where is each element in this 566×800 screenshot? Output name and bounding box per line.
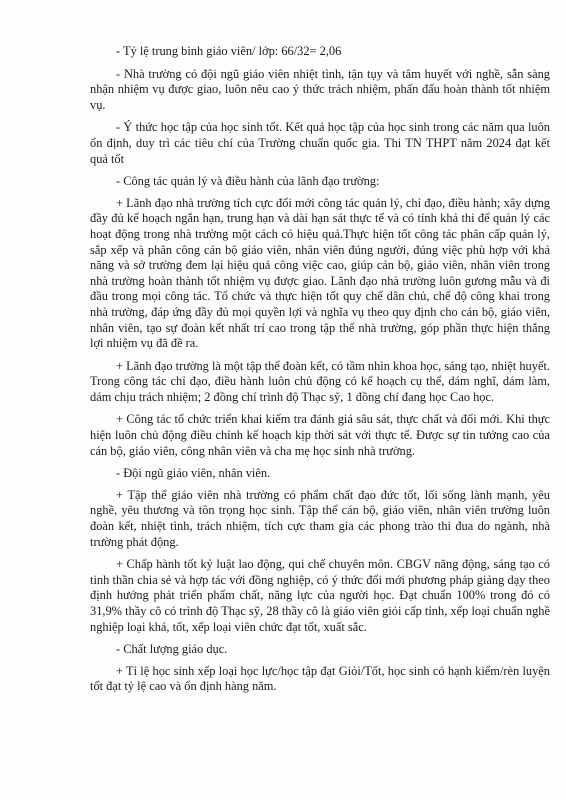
paragraph-staff-heading: - Đội ngũ giáo viên, nhân viên. [116,466,271,481]
paragraph-leadership-innovation: + Lãnh đạo nhà trường tích cực đổi mới công tác quản lý, chỉ đạo, điều hành; xây dựng đầy đủ kế hoạch ngắn hạn, trung hạn và dài hạn sát thực tế và có tính khả thi để quản lý các hoạt động trong nhà trường một cách có hiệu quả.Thực hiện tốt công tác phân cấp quản lý, sắp xếp và phân công cán bộ giáo viên, nhân viên đúng người, đúng việc phù hợp với khả năng và sở trường đem lại hiệu quả công việc cao, giúp cán bộ, giáo viên, nhân viên trong nhà trường hoàn thành tốt nhiệm vụ được giao. Lãnh đạo nhà trường luôn gương mẫu và đi đầu trong mọi công tác. Tổ chức và thực hiện tốt quy chế dân chủ, chế độ công khai trong nhà trường, đáp ứng đầy đủ mọi quyền lợi và nghĩa vụ theo quy định cho cán bộ, giáo viên, nhân viên, tạo sự đoàn kết nhất trí cao trong tập thể nhà trường, góp phần thực hiện thắng lợi nhiệm vụ đã đề ra. [90,195,550,351]
paragraph-teaching-staff-dedication: - Nhà trường có đội ngũ giáo viên nhiệt tình, tận tụy và tâm huyết với nghề, sẵn sàng nhận nhiệm vụ được giao, luôn nêu cao ý thức trách nhiệm, phấn đấu hoàn thành tốt nhiệm vụ. [90,66,550,112]
paragraph-inspection-work: + Công tác tổ chức triển khai kiểm tra đánh giá sâu sát, thực chất và đổi mới. Khi thực hiện luôn chủ động điều chỉnh kế hoạch kịp thời sát với thực tế. Được sự tin tưởng cao của cán bộ, giáo viên, công nhân viên và cha mẹ học sinh nhà trường. [90,412,550,458]
document-body [90,44,550,702]
paragraph-management-heading: - Công tác quản lý và điều hành của lãnh đạo trường: [116,174,380,189]
paragraph-staff-qualities: + Tập thể giáo viên nhà trường có phẩm chất đạo đức tốt, lối sống lành mạnh, yêu nghề, yêu thương và tôn trọng học sinh. Tập thể cán bộ, giáo viên, nhân viên trường luôn đoàn kết, nhiệt tình, trách nhiệm, tích cực tham gia các phong trào thi đua do ngành, nhà trường phát động. [90,487,550,549]
paragraph-student-learning: - Ý thức học tập của học sinh tốt. Kết quả học tập của học sinh trong các năm qua luôn ổn định, duy trì các tiêu chí của Trường chuẩn quốc gia. Thi TN THPT năm 2024 đạt kết quả tốt [90,120,550,166]
paragraph-staff-discipline: + Chấp hành tốt kỷ luật lao động, qui chế chuyên môn. CBGV năng động, sáng tạo có tinh thần chia sẻ và hợp tác với đồng nghiệp, có ý thức đổi mới phương pháp giảng dạy theo định hướng phát triển phẩm chất, năng lực của người học. Đạt chuẩn 100% trong đó có 31,9% thầy cô có trình độ Thạc sỹ, 28 thầy cô là giáo viên giỏi cấp tỉnh, xếp loại chuẩn nghề nghiệp loại khá, tốt, xếp loại viên chức đạt tốt, xuất sắc. [90,557,550,634]
paragraph-education-quality-heading: - Chất lượng giáo dục. [116,642,228,657]
paragraph-student-ranking: + Tỉ lệ học sinh xếp loại học lực/học tập đạt Giỏi/Tốt, học sinh có hạnh kiểm/rèn luyện tốt đạt tỷ lệ cao và ổn định hàng năm. [90,663,550,694]
paragraph-teacher-ratio: - Tỷ lệ trung bình giáo viên/ lớp: 66/32= 2,06 [116,44,342,58]
paragraph-leadership-team: + Lãnh đạo trường là một tập thể đoàn kết, có tầm nhìn khoa học, sáng tạo, nhiệt huyết. Trong công tác chỉ đạo, điều hành luôn chủ động có kế hoạch cụ thể, dám nghĩ, dám làm, dám chịu trách nhiệm; 2 đồng chí trình độ Thạc sỹ, 1 đồng chí đang học Cao học. [90,358,550,404]
